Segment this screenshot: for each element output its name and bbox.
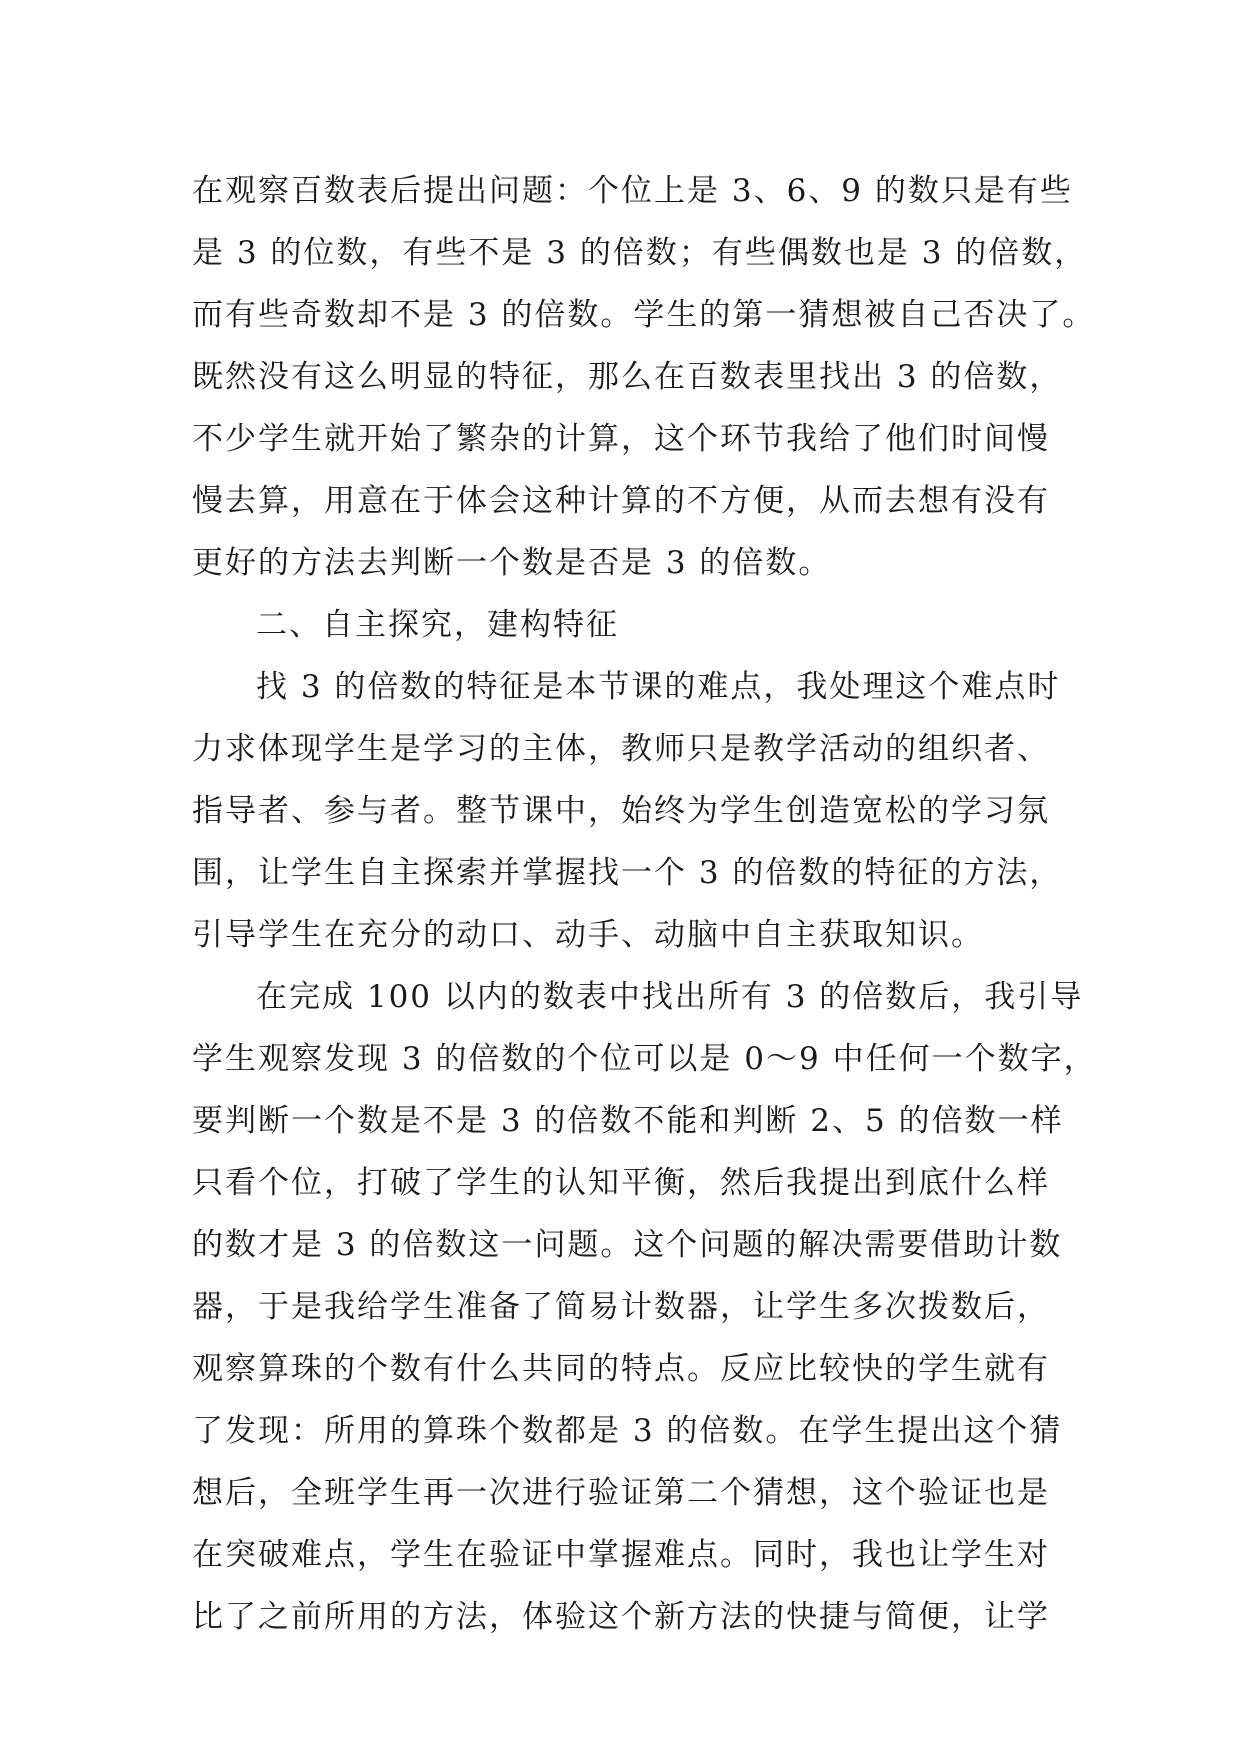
text-line: 慢去算，用意在于体会这种计算的不方便，从而去想有没有 xyxy=(192,483,1050,519)
text-line: 观察算珠的个数有什么共同的特点。反应比较快的学生就有 xyxy=(192,1351,1050,1387)
text-line: 在突破难点，学生在验证中掌握难点。同时，我也让学生对 xyxy=(192,1537,1050,1573)
text-line: 力求体现学生是学习的主体，教师只是教学活动的组织者、 xyxy=(192,731,1050,767)
text-line: 学生观察发现 3 的倍数的个位可以是 0～9 中任何一个数字， xyxy=(192,1041,1097,1077)
text-line: 指导者、参与者。整节课中，始终为学生创造宽松的学习氛 xyxy=(192,793,1050,829)
text-line: 器，于是我给学生准备了简易计数器，让学生多次拨数后， xyxy=(192,1289,1050,1325)
text-line: 不少学生就开始了繁杂的计算，这个环节我给了他们时间慢 xyxy=(192,421,1050,457)
text-line: 只看个位，打破了学生的认知平衡，然后我提出到底什么样 xyxy=(192,1165,1050,1201)
text-line: 既然没有这么明显的特征，那么在百数表里找出 3 的倍数， xyxy=(192,359,1063,395)
text-line: 引导学生在充分的动口、动手、动脑中自主获取知识。 xyxy=(192,917,984,953)
text-line: 找 3 的倍数的特征是本节课的难点，我处理这个难点时 xyxy=(256,669,1061,705)
text-line: 要判断一个数是不是 3 的倍数不能和判断 2、5 的倍数一样 xyxy=(192,1103,1064,1139)
text-line: 比了之前所用的方法，体验这个新方法的快捷与简便，让学 xyxy=(192,1599,1050,1635)
text-line: 围，让学生自主探索并掌握找一个 3 的倍数的特征的方法， xyxy=(192,855,1063,891)
text-line: 更好的方法去判断一个数是否是 3 的倍数。 xyxy=(192,545,832,581)
body-text xyxy=(192,160,1097,1648)
text-line: 在观察百数表后提出问题：个位上是 3、6、9 的数只是有些 xyxy=(192,173,1073,209)
text-line: 想后，全班学生再一次进行验证第二个猜想，这个验证也是 xyxy=(192,1475,1050,1511)
text-line: 的数才是 3 的倍数这一问题。这个问题的解决需要借助计数 xyxy=(192,1227,1063,1263)
text-line: 了发现：所用的算珠个数都是 3 的倍数。在学生提出这个猜 xyxy=(192,1413,1063,1449)
section-heading: 二、自主探究，建构特征 xyxy=(256,607,619,643)
text-line: 而有些奇数却不是 3 的倍数。学生的第一猜想被自己否决了。 xyxy=(192,297,1096,333)
text-line: 是 3 的位数，有些不是 3 的倍数；有些偶数也是 3 的倍数， xyxy=(192,235,1088,271)
text-line: 在完成 100 以内的数表中找出所有 3 的倍数后，我引导 xyxy=(256,979,1084,1015)
